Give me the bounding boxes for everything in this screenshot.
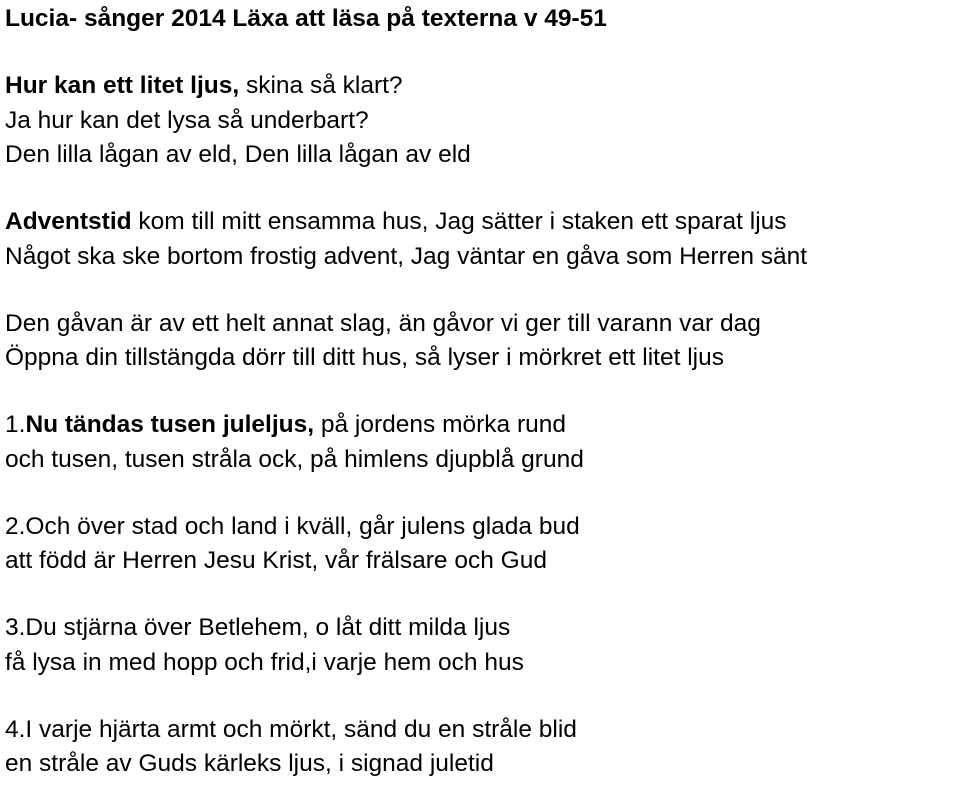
verse-1-line-1 bbox=[5, 408, 955, 443]
intro-line-1 bbox=[5, 69, 955, 104]
verse-4-line-2: en stråle av Guds kärleks ljus, i signad juletid bbox=[5, 750, 494, 777]
advent-line-1 bbox=[5, 205, 955, 240]
spacer bbox=[5, 579, 955, 612]
intro-line-1-rest: skina så klart? bbox=[239, 72, 403, 99]
gift-line-2: Öppna din tillstängda dörr till ditt hus, så lyser i mörkret ett litet ljus bbox=[5, 344, 724, 371]
spacer bbox=[5, 173, 955, 206]
document-title: Lucia- sånger 2014 Läxa att läsa på texterna v 49-51 bbox=[5, 5, 607, 32]
verse-2-line-1: 2.Och över stad och land i kväll, går julens glada bud bbox=[5, 512, 580, 540]
document-page bbox=[5, 0, 955, 782]
verse-1-line-1-rest: på jordens mörka rund bbox=[314, 411, 566, 438]
verse-1 bbox=[5, 408, 955, 477]
verse-1-line-2: och tusen, tusen stråla ock, på himlens djupblå grund bbox=[5, 445, 584, 473]
verse-4 bbox=[5, 713, 955, 782]
spacer bbox=[5, 274, 955, 307]
verse-2 bbox=[5, 510, 955, 579]
intro-line-3: Den lilla lågan av eld, Den lilla lågan av eld bbox=[5, 141, 471, 168]
advent-line-1-rest: kom till mitt ensamma hus, Jag sätter i staken ett sparat ljus bbox=[131, 208, 787, 235]
verse-3 bbox=[5, 611, 955, 680]
verse-1-line-1-bold: Nu tändas tusen juleljus, bbox=[25, 411, 315, 438]
gift-stanza bbox=[5, 307, 955, 376]
verse-1-number: 1. bbox=[5, 411, 26, 438]
intro-line-1-bold: Hur kan ett litet ljus, bbox=[5, 72, 240, 99]
spacer bbox=[5, 477, 955, 510]
advent-line-1-bold: Adventstid bbox=[5, 208, 132, 235]
verse-3-line-2: få lysa in med hopp och frid,i varje hem och hus bbox=[5, 648, 524, 676]
intro-stanza bbox=[5, 69, 955, 173]
spacer bbox=[5, 680, 955, 713]
verse-4-line-1: 4.I varje hjärta armt och mörkt, sänd du en stråle blid bbox=[5, 715, 577, 743]
advent-stanza bbox=[5, 205, 955, 274]
gift-line-1: Den gåvan är av ett helt annat slag, än gåvor vi ger till varann var dag bbox=[5, 309, 761, 337]
verse-3-line-1: 3.Du stjärna över Betlehem, o låt ditt milda ljus bbox=[5, 614, 511, 641]
advent-line-2: Något ska ske bortom frostig advent, Jag väntar en gåva som Herren sänt bbox=[5, 242, 808, 270]
verse-2-line-2: att född är Herren Jesu Krist, vår frälsare och Gud bbox=[5, 547, 547, 574]
spacer bbox=[5, 376, 955, 409]
spacer bbox=[5, 37, 955, 70]
intro-line-2: Ja hur kan det lysa så underbart? bbox=[5, 106, 369, 134]
